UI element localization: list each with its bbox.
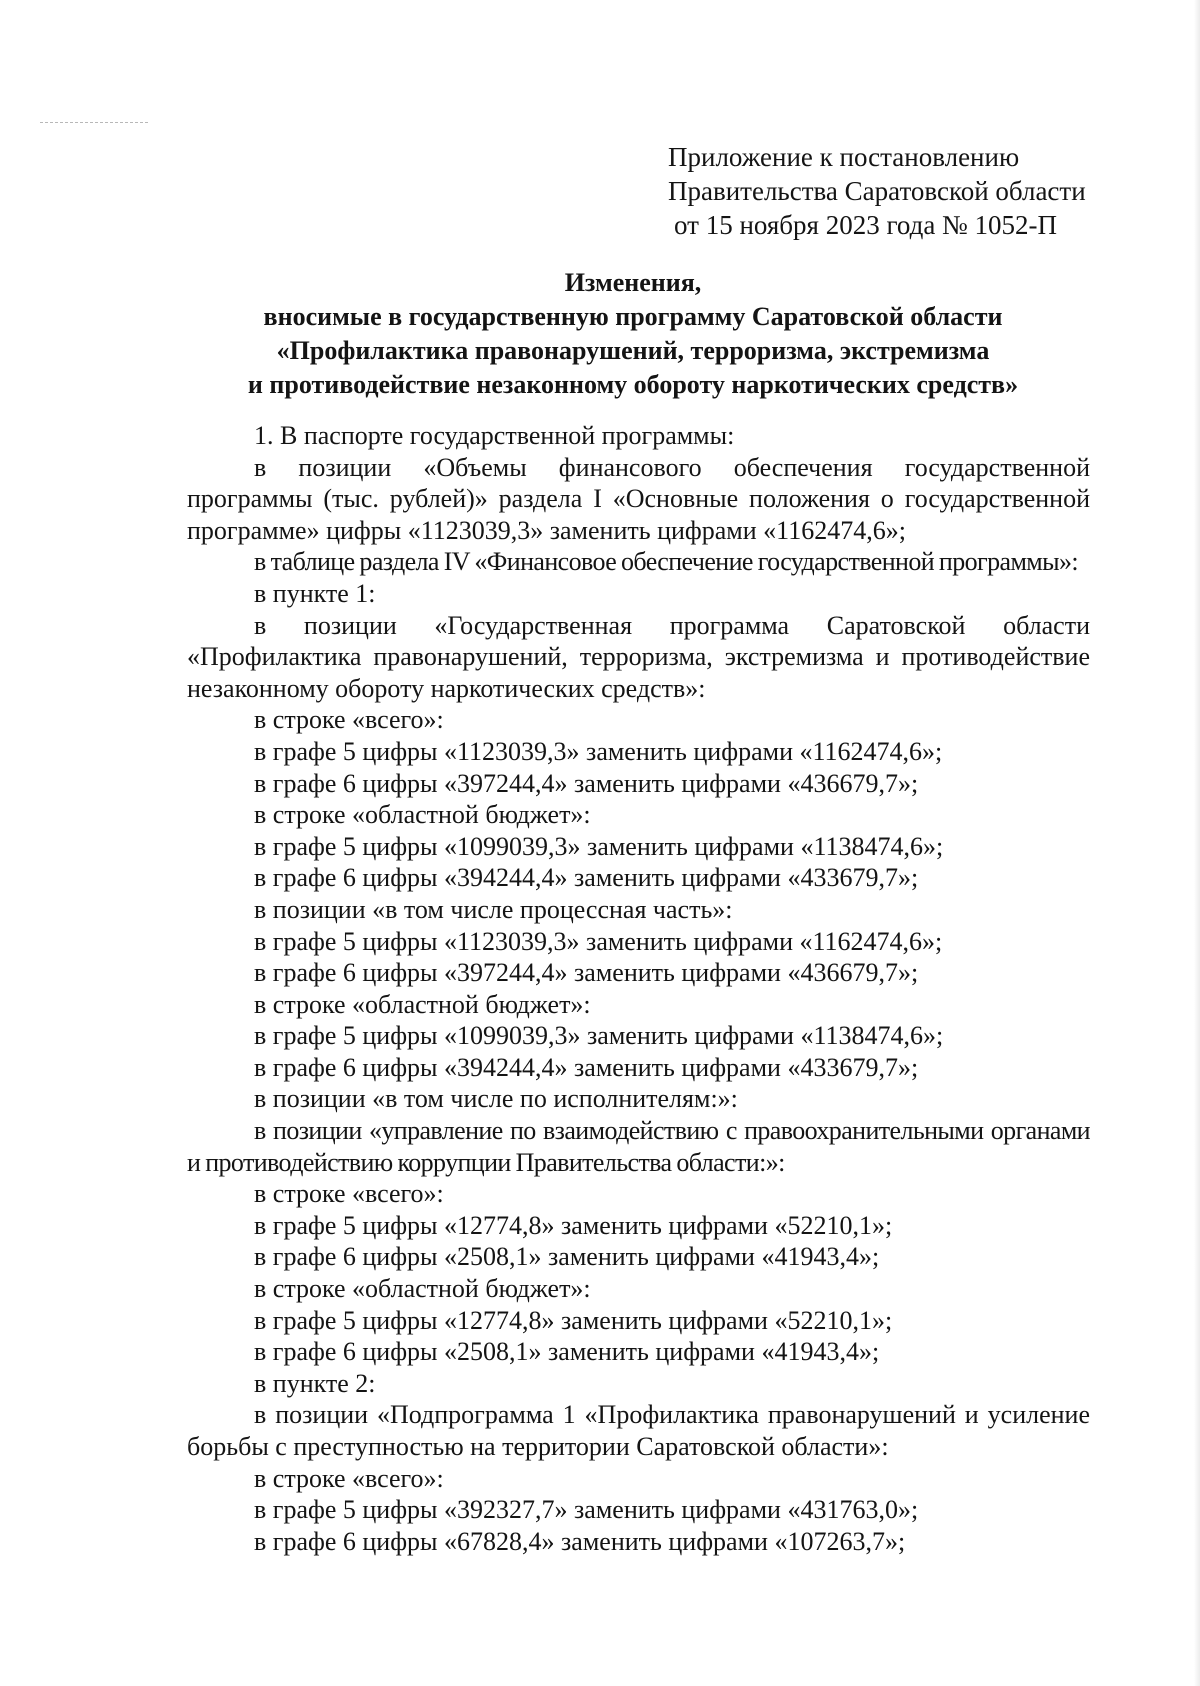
- paragraph: в графе 6 цифры «67828,4» заменить цифрами «107263,7»;: [254, 1526, 906, 1556]
- attachment-line: Правительства Саратовской области: [668, 176, 1086, 206]
- paragraph: в графе 6 цифры «397244,4» заменить цифрами «436679,7»;: [254, 958, 919, 988]
- heading-line: «Профилактика правонарушений, терроризма, экстремизма: [276, 336, 990, 365]
- paragraph: 1. В паспорте государственной программы:: [254, 421, 735, 450]
- paragraph: в графе 6 цифры «394244,4» заменить цифрами «433679,7»;: [254, 1052, 919, 1082]
- attachment-date-line: от 15 ноября 2023 года № 1052-П: [674, 210, 1058, 240]
- paragraph: в графе 6 цифры «2508,1» заменить цифрами «41943,4»;: [254, 1337, 880, 1367]
- paragraph: в графе 6 цифры «397244,4» заменить цифрами «436679,7»;: [254, 768, 919, 798]
- attachment-note: [668, 140, 1086, 242]
- paragraph: в строке «областной бюджет»:: [254, 1274, 591, 1304]
- paragraph: в таблице раздела IV «Финансовое обеспечение государственной программы»:: [254, 547, 1079, 577]
- paragraph: в пункте 2:: [254, 1368, 376, 1398]
- paragraph: в позиции «в том числе процессная часть»:: [254, 894, 733, 924]
- document-body: [187, 420, 1090, 1557]
- paragraph: в позиции «Объемы финансового обеспечения государственной программы (тыс. рублей)» раздела I «Основные положения о государственной программе» цифры «1123039,3» заменить цифрами «1162474,6»;: [187, 452, 1090, 545]
- paragraph: в пункте 1:: [254, 578, 376, 608]
- heading-line: вносимые в государственную программу Саратовской области: [263, 302, 1003, 331]
- scan-margin-mark: [40, 122, 148, 123]
- paragraph: в графе 5 цифры «1099039,3» заменить цифрами «1138474,6»;: [254, 1021, 944, 1051]
- paragraph: в строке «всего»:: [254, 1179, 444, 1209]
- paragraph: в графе 5 цифры «1123039,3» заменить цифрами «1162474,6»;: [254, 736, 943, 766]
- paragraph: в позиции «Государственная программа Саратовской области «Профилактика правонарушений, терроризма, экстремизма и противодействие незаконному обороту наркотических средств»:: [187, 610, 1090, 703]
- paragraph: в позиции «управление по взаимодействию с правоохранительными органами и противодействию коррупции Правительства области:»:: [187, 1116, 1090, 1177]
- heading-line: и противодействие незаконному обороту наркотических средств»: [247, 370, 1019, 399]
- paragraph: в графе 6 цифры «394244,4» заменить цифрами «433679,7»;: [254, 863, 919, 893]
- scan-edge-shadow: [1194, 0, 1200, 1686]
- paragraph: в строке «областной бюджет»:: [254, 800, 591, 830]
- paragraph: в строке «всего»:: [254, 1463, 444, 1493]
- paragraph: в позиции «в том числе по исполнителям:»:: [254, 1084, 738, 1114]
- paragraph: в графе 5 цифры «12774,8» заменить цифрами «52210,1»;: [254, 1210, 893, 1240]
- attachment-line: Приложение к постановлению: [668, 142, 1020, 172]
- document-heading: [180, 266, 1086, 402]
- paragraph: в графе 5 цифры «12774,8» заменить цифрами «52210,1»;: [254, 1305, 893, 1335]
- paragraph: в строке «областной бюджет»:: [254, 989, 591, 1019]
- paragraph: в строке «всего»:: [254, 705, 444, 735]
- paragraph: в графе 5 цифры «1099039,3» заменить цифрами «1138474,6»;: [254, 831, 944, 861]
- paragraph: в графе 5 цифры «1123039,3» заменить цифрами «1162474,6»;: [254, 926, 943, 956]
- paragraph: в позиции «Подпрограмма 1 «Профилактика правонарушений и усиление борьбы с преступностью на территории Саратовской области»:: [187, 1400, 1090, 1461]
- paragraph: в графе 6 цифры «2508,1» заменить цифрами «41943,4»;: [254, 1242, 880, 1272]
- paragraph: в графе 5 цифры «392327,7» заменить цифрами «431763,0»;: [254, 1495, 919, 1525]
- heading-line: Изменения,: [564, 268, 702, 297]
